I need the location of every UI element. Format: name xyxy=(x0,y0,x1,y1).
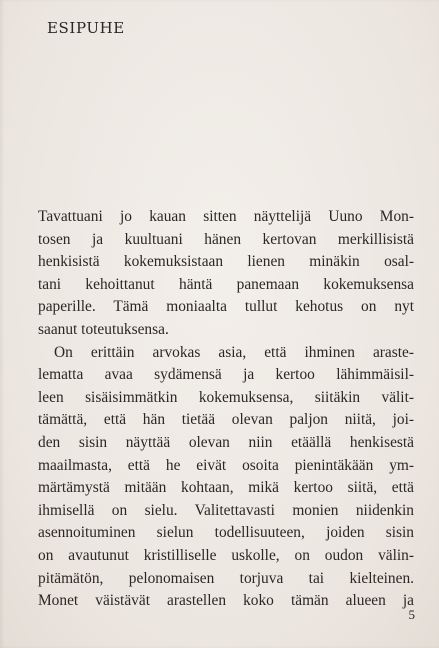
text-line: märtämystä mitään kohtaan, mikä kertoo siitä, että xyxy=(38,479,414,497)
text-line: tosen ja kuultuani hänen kertovan merkillisistä xyxy=(38,230,414,248)
text-line: lematta avaa sydämensä ja kertoo lähimmäisil- xyxy=(38,366,414,384)
text-line: ihmisellä on sielu. Valitettavasti monien niidenkin xyxy=(38,501,414,519)
text-line: Tavattuani jo kauan sitten näyttelijä Uuno Mon- xyxy=(38,208,414,225)
text-line: on avautunut kristilliselle uskolle, on oudon välin- xyxy=(38,546,414,564)
text-line: asennoituminen sielun todellisuuteen, joiden sisin xyxy=(38,524,414,542)
text-line: On erittäin arvokas asia, että ihminen araste- xyxy=(54,343,414,361)
text-line: paperille. Tämä moniaalta tullut kehotus on nyt xyxy=(38,298,414,316)
page-number: 5 xyxy=(408,607,415,622)
text-line: maailmasta, että he eivät osoita pienintäkään ym- xyxy=(38,456,414,474)
text-line: den sisin näyttää olevan niin etäällä henkisestä xyxy=(38,433,414,451)
text-line: tämättä, että hän tietää olevan paljon niitä, joi- xyxy=(38,411,414,429)
text-line: Monet väistävät arastellen koko tämän alueen ja xyxy=(38,592,414,610)
text-line: tani kehoittanut häntä panemaan kokemuksensa xyxy=(38,275,414,293)
text-line: saanut toteutuksensa. xyxy=(38,320,169,338)
body-text xyxy=(38,206,414,613)
page-title: ESIPUHE xyxy=(47,19,125,37)
text-line: leen sisäisimmätkin kokemuksensa, siitäkin välit- xyxy=(38,388,414,406)
text-line: henkisistä kokemuksistaan lienen minäkin osal- xyxy=(38,253,414,271)
text-line: pitämätön, pelonomaisen torjuva tai kielteinen. xyxy=(38,569,414,587)
